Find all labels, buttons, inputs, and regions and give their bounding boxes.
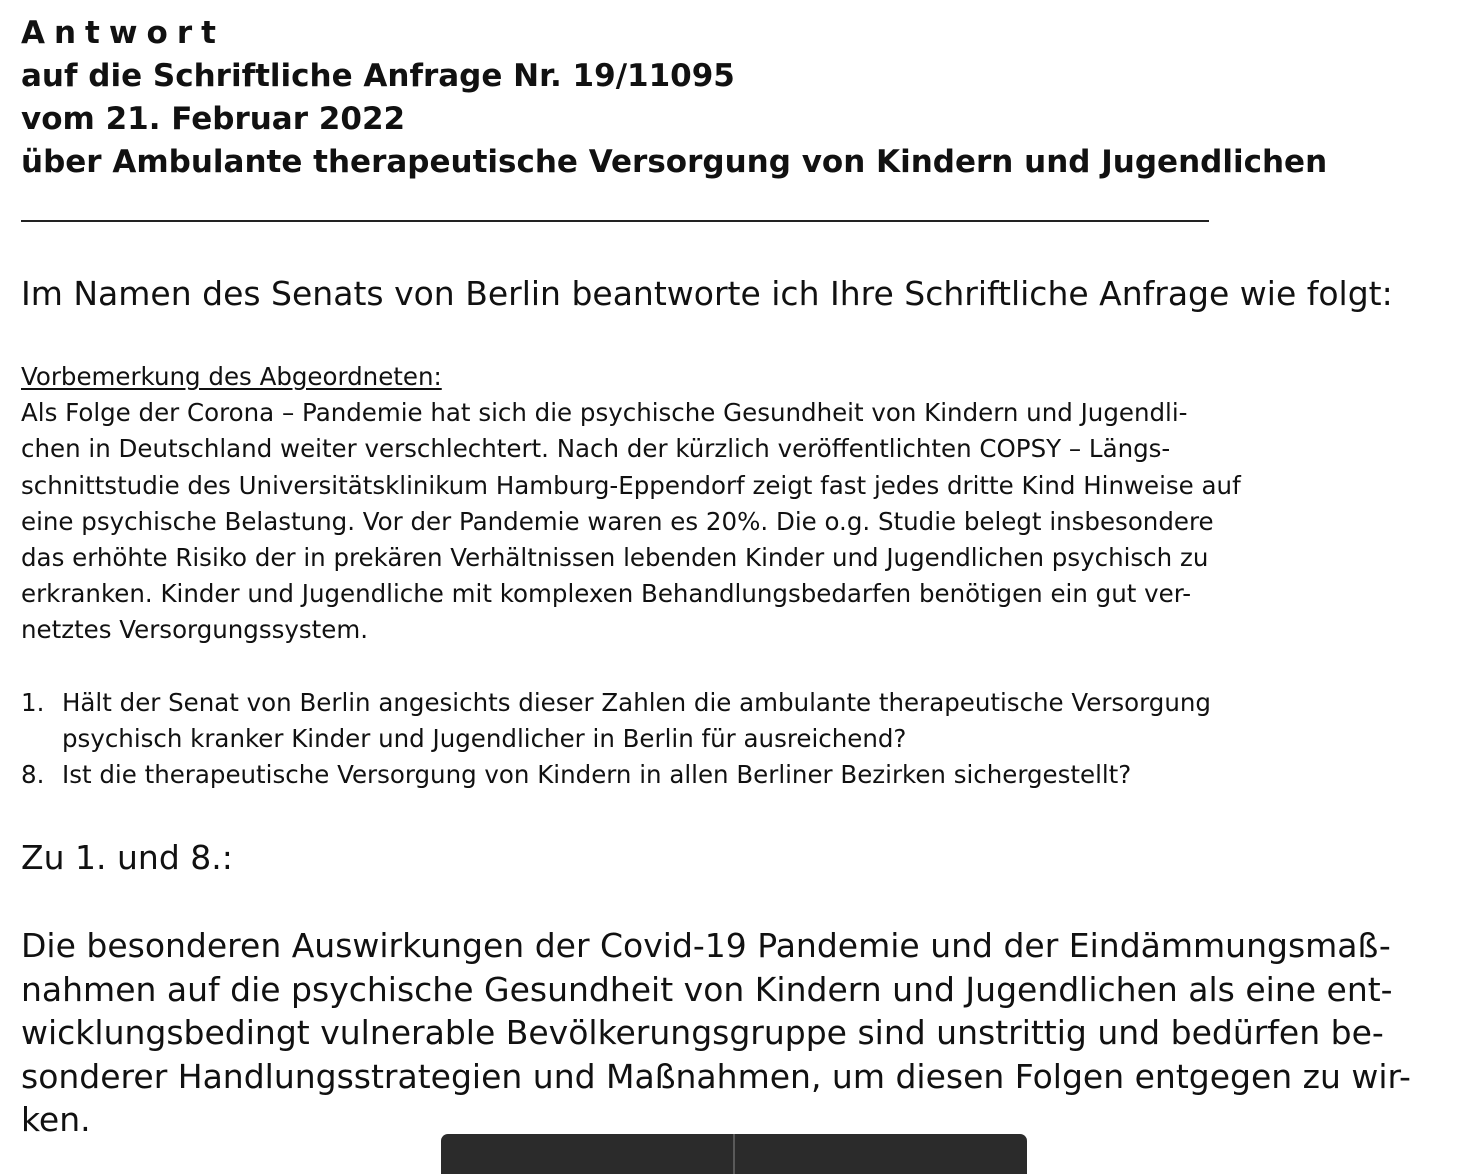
document-type: Antwort — [21, 15, 225, 51]
inquiry-subject: über Ambulante therapeutische Versorgung von Kindern und Jugendlichen — [21, 144, 1328, 180]
question-line: Ist die therapeutische Versorgung von Kindern in allen Berliner Bezirken sichergestellt? — [62, 760, 1132, 790]
remark-heading: Vorbemerkung des Abgeordneten: — [21, 362, 442, 391]
header-divider — [21, 220, 1209, 222]
answer-text — [21, 924, 1411, 1142]
remark-line: das erhöhte Risiko der in prekären Verhältnissen lebenden Kinder und Jugendlichen psychisch zu — [21, 543, 1209, 573]
answer-line: ken. — [21, 1100, 91, 1140]
remark-line: Als Folge der Corona – Pandemie hat sich die psychische Gesundheit von Kindern und Jugendli- — [21, 398, 1188, 428]
question-number: 8. — [21, 760, 45, 790]
answer-line: nahmen auf die psychische Gesundheit von Kindern und Jugendlichen als eine ent- — [21, 969, 1393, 1009]
toolbar-button-right[interactable] — [735, 1134, 1027, 1174]
answer-line: sonderer Handlungsstrategien und Maßnahmen, um diesen Folgen entgegen zu wir- — [21, 1056, 1411, 1096]
question-number: 1. — [21, 688, 45, 717]
document-header — [21, 12, 1327, 184]
inquiry-reference: auf die Schriftliche Anfrage Nr. 19/11095 — [21, 58, 735, 94]
answer-line: wicklungsbedingt vulnerable Bevölkerungsgruppe sind unstrittig und bedürfen be- — [21, 1013, 1384, 1053]
answer-heading: Zu 1. und 8.: — [21, 838, 233, 877]
remark-line: eine psychische Belastung. Vor der Pandemie waren es 20%. Die o.g. Studie belegt insbesondere — [21, 506, 1214, 536]
remark-line: erkranken. Kinder und Jugendliche mit komplexen Behandlungsbedarfen benötigen ein gut ver- — [21, 579, 1192, 609]
viewer-toolbar[interactable] — [441, 1134, 1027, 1174]
question-list — [21, 685, 1211, 794]
preliminary-remark — [21, 359, 1241, 649]
answer-line: Die besonderen Auswirkungen der Covid-19 Pandemie und der Eindämmungsmaß- — [21, 926, 1391, 965]
intro-statement: Im Namen des Senats von Berlin beantworte ich Ihre Schriftliche Anfrage wie folgt: — [21, 274, 1393, 313]
inquiry-date: vom 21. Februar 2022 — [21, 101, 406, 137]
question-item — [21, 685, 1211, 757]
remark-line: chen in Deutschland weiter verschlechtert. Nach der kürzlich veröffentlichten COPSY – Längs- — [21, 434, 1171, 464]
question-line: psychisch kranker Kinder und Jugendlicher in Berlin für ausreichend? — [62, 724, 907, 754]
toolbar-button-left[interactable] — [441, 1134, 733, 1174]
remark-line: netztes Versorgungssystem. — [21, 615, 368, 645]
remark-line: schnittstudie des Universitätsklinikum Hamburg-Eppendorf zeigt fast jedes dritte Kind Hinweise auf — [21, 470, 1241, 500]
question-item — [21, 757, 1211, 793]
question-line: Hält der Senat von Berlin angesichts dieser Zahlen die ambulante therapeutische Versorgung — [62, 688, 1211, 717]
